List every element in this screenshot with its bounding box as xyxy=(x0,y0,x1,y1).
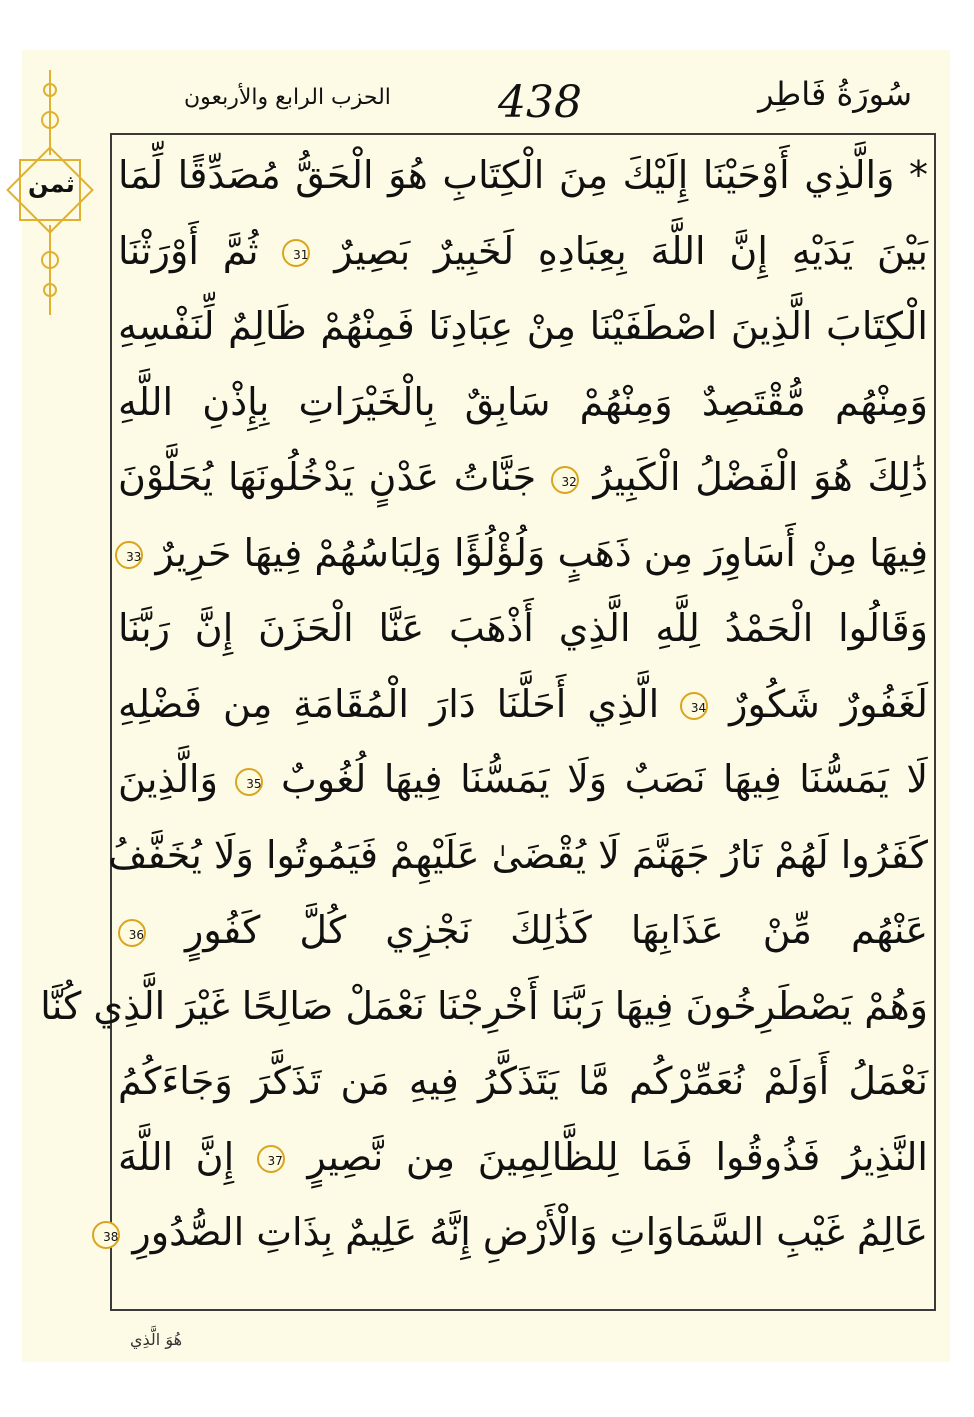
verse-line xyxy=(118,1122,928,1192)
verse-text: الْكِتَابَ الَّذِينَ اصْطَفَيْنَا مِنْ عِبَادِنَا فَمِنْهُمْ ظَالِمٌ لِّنَفْسِهِ xyxy=(118,304,928,348)
catchword: هُوَ الَّذِي xyxy=(130,1330,183,1349)
verse-text-continuation: الَّذِي أَحَلَّنَا دَارَ الْمُقَامَةِ مِن فَضْلِهِ xyxy=(118,681,681,726)
verse-number-marker: 36 xyxy=(118,919,146,947)
verse-line xyxy=(40,971,928,1041)
verse-text: نَعْمَلُ أَوَلَمْ نُعَمِّرْكُم مَّا يَتَذَكَّرُ فِيهِ مَن تَذَكَّرَ وَجَاءَكُمُ xyxy=(118,1059,928,1103)
verse-number-marker: 35 xyxy=(235,768,263,796)
verse-text: كَفَرُوا لَهُمْ نَارُ جَهَنَّمَ لَا يُقْضَىٰ عَلَيْهِمْ فَيَمُوتُوا وَلَا يُخَفَّفُ xyxy=(108,832,928,877)
verse-text-continuation: جَنَّاتُ عَدْنٍ يَدْخُلُونَهَا يُحَلَّوْنَ xyxy=(118,455,551,499)
verse-text: عَنْهُم مِّنْ عَذَابِهَا كَذَٰلِكَ نَجْزِي كُلَّ كَفُورٍ xyxy=(146,908,928,952)
verse-line xyxy=(118,216,928,286)
surah-name: سُورَةُ فَاطِر xyxy=(758,75,912,113)
verse-number-marker: 32 xyxy=(551,466,579,494)
verse-line xyxy=(118,1046,928,1116)
verse-line xyxy=(118,442,928,512)
verse-text: وَهُمْ يَصْطَرِخُونَ فِيهَا رَبَّنَا أَخْرِجْنَا نَعْمَلْ صَالِحًا غَيْرَ الَّذِي كُنَّا xyxy=(40,983,928,1028)
verse-text: * وَالَّذِي أَوْحَيْنَا إِلَيْكَ مِنَ الْكِتَابِ هُوَ الْحَقُّ مُصَدِّقًا لِّمَا xyxy=(118,153,928,197)
verse-line xyxy=(118,367,928,437)
verse-text: وَمِنْهُم مُّقْتَصِدٌ وَمِنْهُمْ سَابِقٌ بِالْخَيْرَاتِ بِإِذْنِ اللَّهِ xyxy=(118,379,928,424)
verse-number-marker: 33 xyxy=(115,541,143,569)
verse-text: عَالِمُ غَيْبِ السَّمَاوَاتِ وَالْأَرْضِ إِنَّهُ عَلِيمٌ بِذَاتِ الصُّدُورِ xyxy=(120,1210,928,1254)
verse-text: لَغَفُورٌ شَكُورٌ xyxy=(708,681,928,726)
verse-text: بَيْنَ يَدَيْهِ إِنَّ اللَّهَ بِعِبَادِهِ لَخَبِيرٌ بَصِيرٌ xyxy=(310,228,928,273)
verse-line xyxy=(118,744,928,814)
verse-text: لَا يَمَسُّنَا فِيهَا نَصَبٌ وَلَا يَمَسُّنَا فِيهَا لُغُوبٌ xyxy=(263,757,928,801)
verse-text-continuation: وَالَّذِينَ xyxy=(118,757,236,801)
page-header xyxy=(100,75,940,130)
verse-number-marker: 34 xyxy=(680,692,708,720)
verse-number-marker: 37 xyxy=(257,1145,285,1173)
verse-text-continuation: إِنَّ اللَّهَ xyxy=(118,1134,257,1179)
verse-text: النَّذِيرُ فَذُوقُوا فَمَا لِلظَّالِمِينَ مِن نَّصِيرٍ xyxy=(284,1134,928,1179)
verse-number-marker: 31 xyxy=(282,239,310,267)
page-number: 438 xyxy=(498,77,582,128)
verse-line xyxy=(118,291,928,361)
hizb-label: الحزب الرابع والأربعون xyxy=(184,85,391,110)
margin-ornament xyxy=(0,60,100,320)
verse-text: ذَٰلِكَ هُوَ الْفَضْلُ الْكَبِيرُ xyxy=(578,455,928,499)
verse-line xyxy=(118,669,928,739)
verse-line xyxy=(118,518,928,588)
thumn-label: ثمن xyxy=(28,170,75,198)
verse-text-continuation: ثُمَّ أَوْرَثْنَا xyxy=(118,228,283,273)
verse-text: وَقَالُوا الْحَمْدُ لِلَّهِ الَّذِي أَذْهَبَ عَنَّا الْحَزَنَ إِنَّ رَبَّنَا xyxy=(118,606,928,650)
verse-text: فِيهَا مِنْ أَسَاوِرَ مِن ذَهَبٍ وَلُؤْلُؤًا وَلِبَاسُهُمْ فِيهَا حَرِيرٌ xyxy=(143,530,928,575)
verse-line xyxy=(103,1197,928,1267)
verse-line xyxy=(118,895,928,965)
verse-line xyxy=(108,820,928,890)
verse-number-marker: 38 xyxy=(92,1221,120,1249)
verse-line xyxy=(118,593,928,663)
verse-line xyxy=(118,140,928,210)
